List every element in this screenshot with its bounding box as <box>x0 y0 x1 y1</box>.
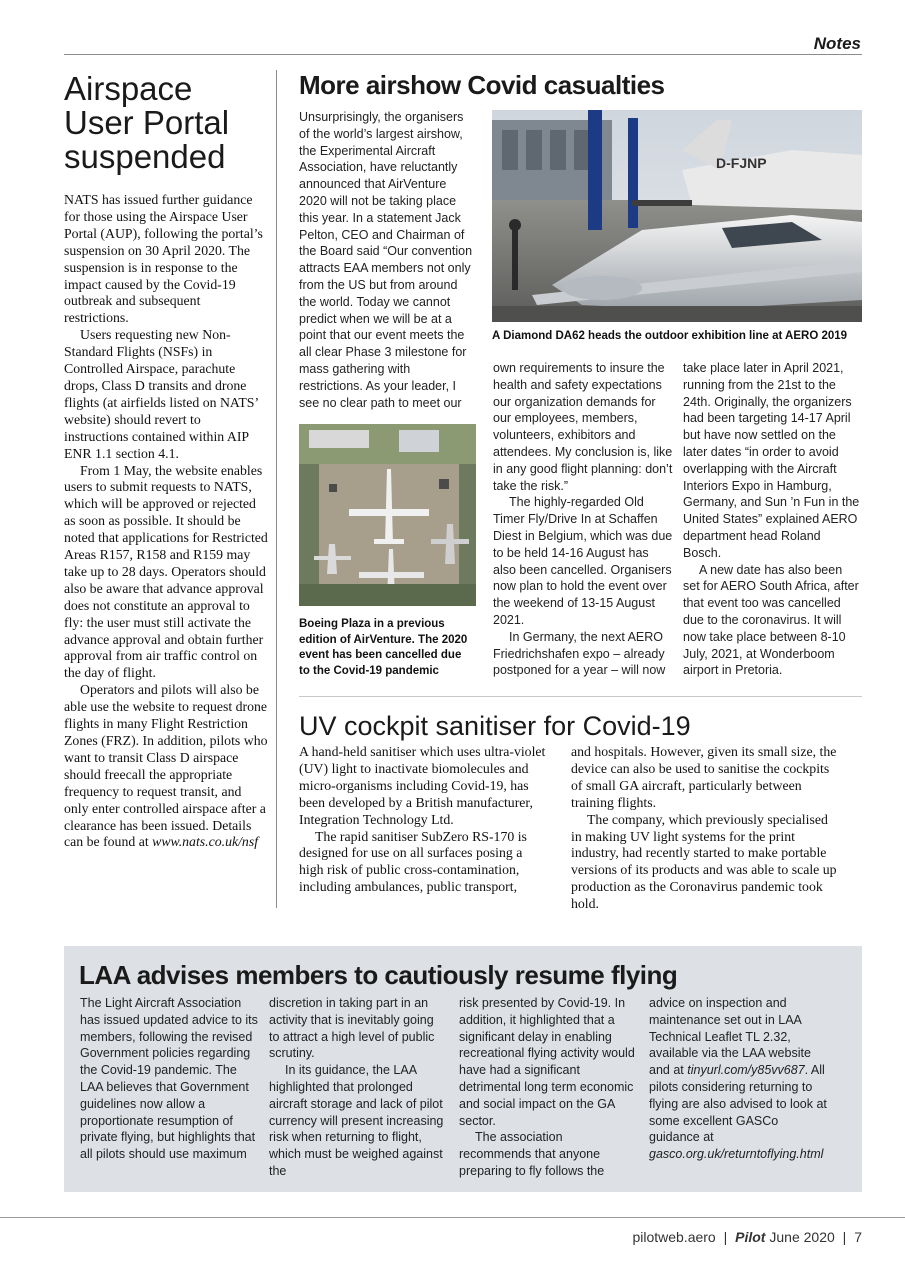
gasco-link[interactable]: gasco.org.uk/returntoflying.html <box>649 1147 824 1162</box>
airshow-col2-p1: own requirements to insure the health and safety expectations our organization demands for our employees, members, volunteers, exhibitors and attendees. My conclusion is, like in any good flight planning: don’t take the risk.” <box>493 361 673 493</box>
boeing-plaza-image <box>299 424 476 606</box>
airshow-col3-text <box>683 360 862 679</box>
laa-col4-b: . All pilots considering returning to flying are also advised to look at some excellent GASCo guidance at <box>649 1063 827 1145</box>
footer-site[interactable]: pilotweb.aero <box>632 1229 716 1245</box>
nats-link[interactable]: www.nats.co.uk/nsf <box>152 834 259 850</box>
diamond-photo-caption: A Diamond DA62 heads the outdoor exhibition line at AERO 2019 <box>492 330 848 342</box>
footer-magazine: Pilot <box>735 1229 766 1245</box>
airspace-p2: Users requesting new Non-Standard Flights (NSFs) in Controlled Airspace, parachute drops, Class D transits and drone flights (at airfields listed on NATS’ website) should revert to instructions contained within AIP ENR 1.1 section 4.1. <box>64 327 259 461</box>
laa-col2-p1: discretion in taking part in an activity that is inevitably going to attract a high level of public scrutiny. <box>269 996 435 1061</box>
registration-label: D-FJNP <box>716 155 767 171</box>
footer <box>632 1229 862 1245</box>
airshow-col2-text <box>493 360 675 679</box>
header-rule <box>64 54 862 55</box>
airspace-body <box>64 192 268 851</box>
laa-col4-text <box>649 995 829 1163</box>
diamond-da62-image <box>492 110 862 322</box>
uv-col2-text <box>571 744 837 913</box>
uv-headline: UV cockpit sanitiser for Covid-19 <box>299 711 691 741</box>
footer-page: 7 <box>854 1229 862 1245</box>
airspace-p3: From 1 May, the website enables users to submit requests to NATS, which will be approved or rejected as soon as possible. It should be noted that applications for Restricted Areas R157, R158 and R159 may take up to 28 days. Operators should also be aware that advance approval does not constitute an approval to fly: the user must still activate the advance approval and obtain further approval from air traffic control on the day of flight. <box>64 462 268 681</box>
laa-headline: LAA advises members to cautiously resume flying <box>79 960 678 990</box>
column-divider <box>276 70 277 908</box>
airshow-headline: More airshow Covid casualties <box>299 70 665 100</box>
footer-issue: June 2020 <box>769 1229 835 1245</box>
laa-col3-p1: risk presented by Covid-19. In addition, it highlighted that a significant delay in enabling recreational flying activity would have had a significant detrimental long term economic and social impact on the GA sector. <box>459 996 635 1128</box>
uv-col1-p1: A hand-held sanitiser which uses ultra-violet (UV) light to inactivate biomolecules and micro-organisms including Covid-19, has been developed by a British manufacturer, Integration Technology Ltd. <box>299 744 546 827</box>
uv-top-rule <box>299 696 862 697</box>
laa-col1-text: The Light Aircraft Association has issued updated advice to its members, following the revised Government policies regarding the Covid-19 pandemic. The LAA believes that Government guidelines now allow a proportionate resumption of private flying, but highlights that all pilots should use maximum <box>80 996 258 1162</box>
boeing-plaza-photo <box>299 424 476 606</box>
laa-col3-text <box>459 995 637 1180</box>
airshow-col2-p3: In Germany, the next AERO Friedrichshafen expo – already postponed for a year – will now <box>493 629 666 678</box>
section-label: Notes <box>813 34 861 53</box>
tinyurl-link[interactable]: tinyurl.com/y85vv687 <box>687 1063 805 1078</box>
uv-col1-p2: The rapid sanitiser SubZero RS-170 is designed for use on all surfaces posing a high risk of public cross-contamination, including ambulances, public transport, <box>299 828 527 895</box>
airspace-p1: NATS has issued further guidance for those using the Airspace User Portal (AUP), following the portal’s suspension on 30 April 2020. The suspension is in response to the impact caused by the Covid-19 outbreak and subsequent restrictions. <box>64 192 263 326</box>
boeing-photo-caption: Boeing Plaza in a previous edition of AirVenture. The 2020 event has been cancelled due to the Covid-19 pandemic <box>299 618 468 677</box>
footer-sep-1: | <box>723 1229 728 1245</box>
airshow-col3-p1: take place later in April 2021, running from the 21st to the 24th. Originally, the organizers had been targeting 14-17 April but have now settled on the later dates “in order to avoid overlapping with the Aircraft Interiors Expo in Hamburg, Germany, and Sun ’n Fun in the United States” explained AERO department head Roland Bosch. <box>683 361 860 560</box>
laa-col2-text <box>269 995 447 1180</box>
uv-col1-text <box>299 744 547 896</box>
laa-col4-a: advice on inspection and maintenance set out in LAA Technical Leaflet TL 2.32, available via the LAA website and at <box>649 996 811 1078</box>
uv-col2-p1: and hospitals. However, given its small size, the device can also be used to sanitise the cockpits of small GA aircraft, particularly between training flights. <box>571 744 837 810</box>
airspace-headline: Airspace User Portal suspended <box>64 70 230 175</box>
airshow-col1-text: Unsurprisingly, the organisers of the world’s largest airshow, the Experimental Aircraft Association, have reluctantly announced that AirVenture 2020 will not be taking place this year. In a statement Jack Pelton, CEO and Chairman of the Board said “Our convention attracts EAA members not only from the US but from around the world. Today we cannot predict when we will be at a point that our event meets the all clear Phase 3 milestone for mass gathering with restrictions. As your leader, I see no clear path to meet our <box>299 110 473 410</box>
airshow-col3-p2: A new date has also been set for AERO South Africa, after that event too was cancelled due to the coronavirus. It will now take place between 8-10 July, 2021, at Wonderboom airport in Pretoria. <box>683 562 859 678</box>
footer-sep-2: | <box>842 1229 847 1245</box>
airspace-p4 <box>64 682 268 851</box>
laa-col2-p2: In its guidance, the LAA highlighted that prolonged aircraft storage and lack of pilot currency will present increasing risk when returning to flight, which must be weighed against the <box>269 1063 444 1178</box>
airshow-col2-p2: The highly-regarded Old Timer Fly/Drive In at Schaffen Diest in Belgium, which was due to be held 14-16 August has also been cancelled. Organisers now plan to hold the event over the weekend of 13-15 August 2021. <box>493 495 673 627</box>
diamond-da62-photo <box>492 110 862 322</box>
footer-rule <box>0 1217 905 1218</box>
laa-col3-p2: The association recommends that anyone preparing to fly follows the <box>459 1130 605 1178</box>
uv-col2-p2: The company, which previously specialised in making UV light systems for the print industry, had recently started to make portable versions of its products and was able to scale up production as the Coronavirus pandemic took hold. <box>571 811 837 912</box>
airspace-p4-text: Operators and pilots will also be able use the website to request drone flights in many Flight Restriction Zones (FRZ). In addition, pilots who want to transit Class D airspace should freecall the appropriate frequency to request transit, and only enter controlled airspace after a clearance has been issued. Details can be found at <box>64 682 268 850</box>
